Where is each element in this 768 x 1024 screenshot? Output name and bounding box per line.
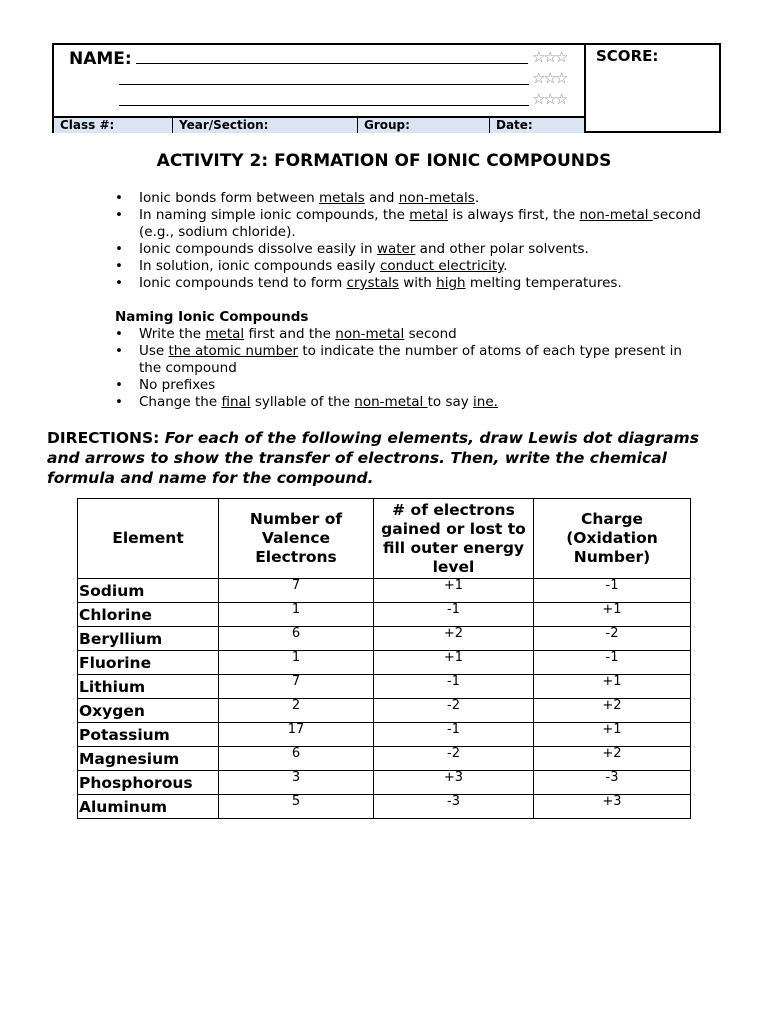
- class-number-field[interactable]: Class #:: [54, 118, 173, 133]
- list-item: • Change the final syllable of the non-metal to say ine.: [115, 394, 695, 411]
- charge-cell: +2: [534, 699, 691, 723]
- naming-heading: Naming Ionic Compounds: [115, 309, 309, 325]
- directions-text: For each of the following elements, draw Lewis dot diagrams and arrows to show the transfer of electrons. Then, write the chemical formula and name for the compound.: [47, 429, 699, 487]
- electrons-cell: -2: [374, 747, 534, 771]
- electrons-cell: +2: [374, 627, 534, 651]
- star-rating-icon: ☆☆☆: [532, 69, 567, 87]
- valence-cell: 6: [219, 627, 374, 651]
- valence-cell: 3: [219, 771, 374, 795]
- list-item: • No prefixes: [115, 377, 695, 394]
- name-line-1[interactable]: [136, 63, 528, 64]
- electrons-cell: +3: [374, 771, 534, 795]
- valence-cell: 1: [219, 603, 374, 627]
- name-cell: [54, 45, 586, 116]
- column-header: Charge (Oxidation Number): [534, 499, 691, 579]
- score-cell: [586, 45, 719, 131]
- charge-cell: +1: [534, 723, 691, 747]
- page-title: ACTIVITY 2: FORMATION OF IONIC COMPOUNDS: [156, 151, 612, 171]
- element-cell: Lithium: [78, 675, 219, 699]
- charge-cell: +1: [534, 603, 691, 627]
- star-rating-icon: ☆☆☆: [532, 48, 567, 66]
- element-cell: Chlorine: [78, 603, 219, 627]
- score-label: SCORE:: [596, 47, 659, 65]
- name-line-3[interactable]: [119, 105, 529, 106]
- charge-cell: -1: [534, 651, 691, 675]
- electrons-cell: -1: [374, 675, 534, 699]
- valence-cell: 6: [219, 747, 374, 771]
- charge-cell: +1: [534, 675, 691, 699]
- column-header: Element: [78, 499, 219, 579]
- electrons-cell: -2: [374, 699, 534, 723]
- date-field[interactable]: Date:: [496, 118, 533, 132]
- table-header-row: [78, 499, 691, 579]
- charge-cell: +2: [534, 747, 691, 771]
- table-row: [78, 795, 691, 819]
- electrons-cell: -1: [374, 723, 534, 747]
- directions-label: DIRECTIONS:: [47, 429, 160, 447]
- list-item: • Use the atomic number to indicate the number of atoms of each type present in the compound: [115, 343, 695, 377]
- element-cell: Sodium: [78, 579, 219, 603]
- list-item: • Ionic bonds form between metals and non-metals.: [115, 190, 715, 207]
- year-section-field[interactable]: Year/Section:: [173, 118, 358, 133]
- charge-cell: +3: [534, 795, 691, 819]
- element-cell: Phosphorous: [78, 771, 219, 795]
- charge-cell: -3: [534, 771, 691, 795]
- element-cell: Fluorine: [78, 651, 219, 675]
- table-row: [78, 699, 691, 723]
- directions: [47, 428, 727, 488]
- table-row: [78, 627, 691, 651]
- name-line-2[interactable]: [119, 84, 529, 85]
- list-item: • In solution, ionic compounds easily conduct electricity.: [115, 258, 715, 275]
- column-header: Number of Valence Electrons: [219, 499, 374, 579]
- element-cell: Oxygen: [78, 699, 219, 723]
- facts-list: [115, 190, 715, 292]
- electrons-cell: +1: [374, 579, 534, 603]
- electrons-cell: +1: [374, 651, 534, 675]
- name-label: NAME:: [69, 49, 132, 69]
- table-row: [78, 603, 691, 627]
- valence-cell: 17: [219, 723, 374, 747]
- valence-cell: 7: [219, 675, 374, 699]
- valence-cell: 5: [219, 795, 374, 819]
- header-box: [52, 43, 721, 133]
- electrons-cell: -1: [374, 603, 534, 627]
- charge-cell: -1: [534, 579, 691, 603]
- group-field[interactable]: Group:: [358, 118, 490, 133]
- list-item: • Write the metal first and the non-metal second: [115, 326, 695, 343]
- valence-cell: 1: [219, 651, 374, 675]
- element-cell: Magnesium: [78, 747, 219, 771]
- elements-table: [77, 498, 691, 819]
- element-cell: Beryllium: [78, 627, 219, 651]
- element-cell: Aluminum: [78, 795, 219, 819]
- star-rating-icon: ☆☆☆: [532, 90, 567, 108]
- list-item: • Ionic compounds tend to form crystals with high melting temperatures.: [115, 275, 715, 292]
- table-row: [78, 771, 691, 795]
- naming-rules-list: [115, 326, 695, 411]
- element-cell: Potassium: [78, 723, 219, 747]
- valence-cell: 2: [219, 699, 374, 723]
- class-info-row: [54, 116, 586, 133]
- table-row: [78, 723, 691, 747]
- column-header: # of electrons gained or lost to fill outer energy level: [374, 499, 534, 579]
- valence-cell: 7: [219, 579, 374, 603]
- list-item: • Ionic compounds dissolve easily in water and other polar solvents.: [115, 241, 715, 258]
- table-row: [78, 651, 691, 675]
- table-row: [78, 579, 691, 603]
- table-row: [78, 747, 691, 771]
- table-row: [78, 675, 691, 699]
- electrons-cell: -3: [374, 795, 534, 819]
- list-item: • In naming simple ionic compounds, the metal is always first, the non-metal second (e.g., sodium chloride).: [115, 207, 715, 241]
- charge-cell: -2: [534, 627, 691, 651]
